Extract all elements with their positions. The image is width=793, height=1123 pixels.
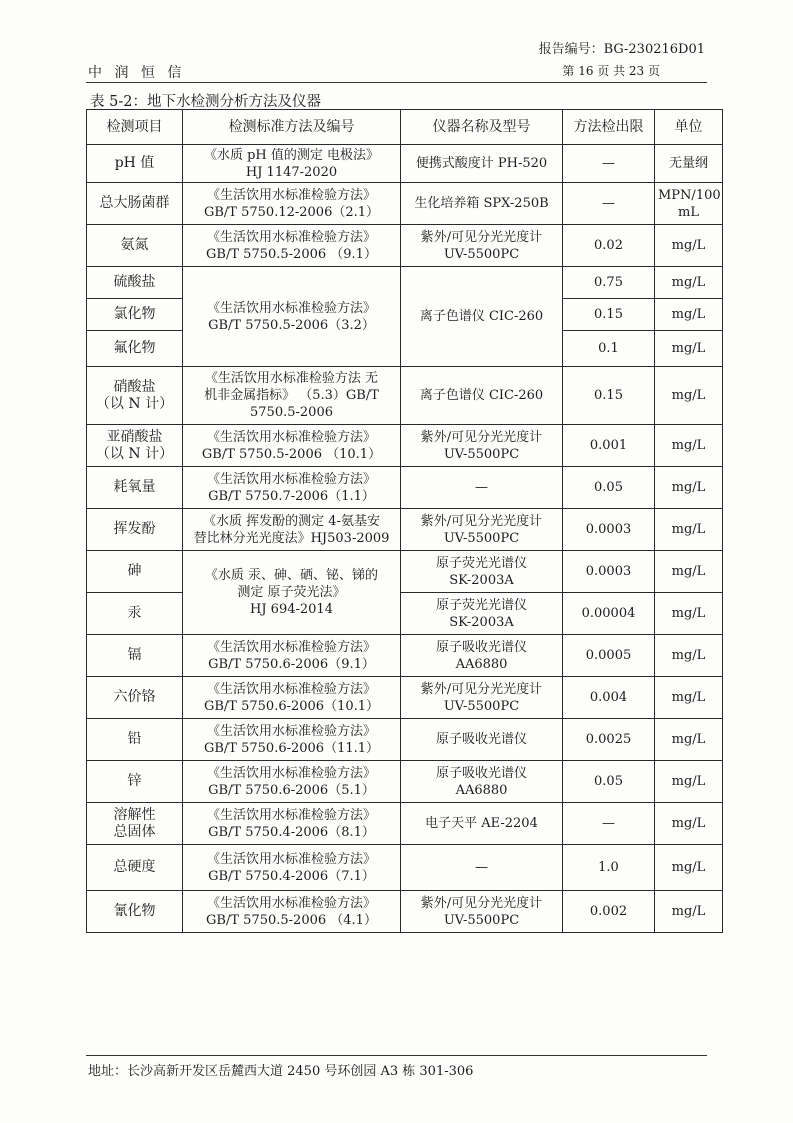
cell-line: 替比林分光光度法》HJ503-2009: [193, 530, 390, 546]
cell-line: —: [475, 480, 488, 495]
table-row: [87, 803, 723, 845]
report-number: 报告编号：BG-230216D01: [538, 42, 705, 57]
cell-line: 离子色谱仪 CIC-260: [419, 309, 544, 324]
cell-line: GB/T 5750.4-2006（8.1）: [208, 824, 375, 840]
col-header-unit: 单位: [655, 110, 723, 145]
table-caption: 表 5-2：地下水检测分析方法及仪器: [90, 94, 321, 110]
cell-line: 《生活饮用水标准检验方法》: [206, 229, 376, 245]
cell-detection-limit: 0.00004: [563, 593, 655, 635]
cell-line: —: [475, 860, 488, 875]
cell-item: 六价铬: [87, 677, 183, 719]
cell-line: mg/L: [671, 480, 706, 495]
cell-line: GB/T 5750.5-2006（3.2）: [208, 317, 375, 333]
cell-instrument: [401, 845, 563, 891]
cell-instrument: [401, 267, 563, 367]
cell-item: 铅: [87, 719, 183, 761]
table-row: [87, 677, 723, 719]
cell-line: mg/L: [671, 307, 706, 322]
cell-line: 生化培养箱 SPX-250B: [414, 196, 549, 211]
cell-standard: [183, 225, 401, 267]
cell-instrument: [401, 145, 563, 183]
cell-standard: [183, 891, 401, 933]
cell-line: GB/T 5750.6-2006（9.1）: [208, 656, 375, 672]
cell-item: 亚硝酸盐 （以 N 计）: [87, 425, 183, 467]
cell-item: 硫酸盐: [87, 267, 183, 299]
table-row: [87, 761, 723, 803]
cell-line: GB/T 5750.5-2006 （10.1）: [201, 446, 382, 462]
cell-detection-limit: 0.1: [563, 331, 655, 367]
cell-line: 原子吸收光谱仪: [435, 765, 527, 781]
cell-standard: [183, 719, 401, 761]
cell-instrument: [401, 367, 563, 425]
cell-line: mg/L: [671, 564, 706, 579]
cell-item: 汞: [87, 593, 183, 635]
cell-line: mg/L: [671, 438, 706, 453]
cell-instrument: [401, 551, 563, 593]
cell-line: 《生活饮用水标准检验方法》: [206, 765, 376, 781]
cell-standard: [183, 761, 401, 803]
cell-line: 《生活饮用水标准检验方法》: [206, 429, 376, 445]
table-row: [87, 719, 723, 761]
cell-line: mL: [678, 204, 699, 220]
cell-line: UV-5500PC: [443, 530, 520, 546]
cell-line: UV-5500PC: [443, 912, 520, 928]
cell-unit: [655, 719, 723, 761]
cell-instrument: [401, 635, 563, 677]
col-header-standard: 检测标准方法及编号: [183, 110, 401, 145]
footer-rule: [86, 1055, 707, 1056]
cell-detection-limit: 0.0025: [563, 719, 655, 761]
cell-detection-limit: 0.001: [563, 425, 655, 467]
cell-unit: [655, 467, 723, 509]
table-row: [87, 367, 723, 425]
cell-unit: [655, 891, 723, 933]
cell-line: AA6880: [455, 782, 508, 798]
cell-detection-limit: 0.0003: [563, 509, 655, 551]
cell-standard: [183, 509, 401, 551]
cell-standard: [183, 467, 401, 509]
table-row: [87, 593, 723, 635]
cell-item: 耗氧量: [87, 467, 183, 509]
cell-line: GB/T 5750.6-2006（5.1）: [208, 782, 375, 798]
cell-standard: [183, 183, 401, 225]
cell-item: 镉: [87, 635, 183, 677]
cell-item: 硝酸盐 （以 N 计）: [87, 367, 183, 425]
cell-unit: [655, 331, 723, 367]
cell-line: AA6880: [455, 656, 508, 672]
cell-unit: [655, 803, 723, 845]
cell-unit: [655, 225, 723, 267]
cell-item: 溶解性 总固体: [87, 803, 183, 845]
cell-instrument: [401, 183, 563, 225]
cell-line: 测定 原子荧光法》: [237, 585, 346, 600]
cell-detection-limit: 0.05: [563, 467, 655, 509]
cell-line: 紫外/可见分光光度计: [420, 229, 543, 245]
cell-line: mg/L: [671, 690, 706, 705]
cell-line: GB/T 5750.4-2006（7.1）: [208, 868, 375, 884]
table-row: [87, 225, 723, 267]
cell-instrument: [401, 225, 563, 267]
cell-detection-limit: —: [563, 803, 655, 845]
cell-standard: [183, 551, 401, 635]
cell-line: 《水质 挥发酚的测定 4-氨基安: [203, 513, 380, 529]
cell-item: pH 值: [87, 145, 183, 183]
cell-detection-limit: 0.05: [563, 761, 655, 803]
cell-line: GB/T 5750.6-2006（10.1）: [203, 698, 380, 714]
cell-line: 紫外/可见分光光度计: [420, 895, 543, 911]
table-row: [87, 551, 723, 593]
cell-line: 《生活饮用水标准检验方法》: [206, 300, 376, 316]
cell-line: 《生活饮用水标准检验方法》: [206, 723, 376, 739]
cell-line: 紫外/可见分光光度计: [420, 513, 543, 529]
cell-unit: [655, 299, 723, 331]
cell-detection-limit: —: [563, 145, 655, 183]
cell-item: 砷: [87, 551, 183, 593]
cell-line: 《生活饮用水标准检验方法》: [206, 471, 376, 487]
cell-item: 总大肠菌群: [87, 183, 183, 225]
table-row: [87, 267, 723, 299]
cell-line: mg/L: [671, 648, 706, 663]
cell-line: mg/L: [671, 388, 706, 403]
cell-line: 原子吸收光谱仪: [435, 639, 527, 655]
cell-line: 离子色谱仪 CIC-260: [419, 388, 544, 403]
cell-line: 机非金属指标》 （5.3）GB/T: [204, 388, 379, 403]
cell-line: mg/L: [671, 275, 706, 290]
cell-standard: [183, 145, 401, 183]
cell-unit: [655, 425, 723, 467]
table-row: [87, 183, 723, 225]
cell-standard: [183, 845, 401, 891]
cell-unit: [655, 761, 723, 803]
cell-standard: [183, 267, 401, 367]
cell-line: mg/L: [671, 816, 706, 831]
cell-line: GB/T 5750.7-2006（1.1）: [208, 488, 375, 504]
page-info: 第 16 页 共 23 页: [562, 64, 660, 78]
cell-line: 《生活饮用水标准检验方法》: [206, 851, 376, 867]
col-header-item: 检测项目: [87, 110, 183, 145]
cell-detection-limit: 0.0003: [563, 551, 655, 593]
cell-item: 锌: [87, 761, 183, 803]
cell-line: 原子荧光光谱仪: [435, 555, 527, 571]
cell-line: 《水质 pH 值的测定 电极法》: [203, 147, 380, 163]
cell-unit: [655, 183, 723, 225]
table-row: [87, 845, 723, 891]
cell-item: 氯化物: [87, 299, 183, 331]
cell-instrument: [401, 719, 563, 761]
table-row: [87, 467, 723, 509]
cell-line: mg/L: [671, 522, 706, 537]
table-header-row: [87, 110, 723, 145]
cell-line: UV-5500PC: [443, 446, 520, 462]
methods-table: [86, 109, 723, 933]
cell-line: 原子荧光光谱仪: [435, 597, 527, 613]
cell-unit: [655, 635, 723, 677]
cell-line: mg/L: [671, 904, 706, 919]
cell-line: 《生活饮用水标准检验方法》: [206, 681, 376, 697]
cell-item: 总硬度: [87, 845, 183, 891]
cell-line: 《生活饮用水标准检验方法》: [206, 187, 376, 203]
cell-instrument: [401, 425, 563, 467]
cell-instrument: [401, 593, 563, 635]
cell-line: 《生活饮用水标准检验方法 无: [204, 371, 379, 386]
cell-unit: [655, 677, 723, 719]
cell-item: 氰化物: [87, 891, 183, 933]
footer-address: 地址：长沙高新开发区岳麓西大道 2450 号环创园 A3 栋 301-306: [88, 1064, 474, 1079]
col-header-instrument: 仪器名称及型号: [401, 110, 563, 145]
cell-instrument: [401, 761, 563, 803]
cell-instrument: [401, 803, 563, 845]
cell-instrument: [401, 891, 563, 933]
cell-standard: [183, 677, 401, 719]
cell-unit: [655, 145, 723, 183]
cell-line: 《水质 汞、砷、硒、铋、锑的: [204, 568, 379, 583]
cell-detection-limit: 0.15: [563, 299, 655, 331]
company-name: 中 润 恒 信: [88, 65, 186, 81]
cell-line: MPN/100: [658, 187, 721, 203]
cell-line: GB/T 5750.12-2006（2.1）: [203, 204, 380, 220]
cell-detection-limit: 0.004: [563, 677, 655, 719]
cell-line: HJ 1147-2020: [245, 164, 338, 180]
table-body: [87, 145, 723, 933]
cell-line: UV-5500PC: [443, 246, 520, 262]
cell-detection-limit: 0.15: [563, 367, 655, 425]
cell-line: mg/L: [671, 606, 706, 621]
cell-item: 挥发酚: [87, 509, 183, 551]
cell-line: 《生活饮用水标准检验方法》: [206, 895, 376, 911]
cell-item: 氟化物: [87, 331, 183, 367]
cell-item: 氨氮: [87, 225, 183, 267]
cell-line: 电子天平 AE-2204: [425, 816, 538, 831]
cell-unit: [655, 593, 723, 635]
cell-line: 原子吸收光谱仪: [435, 732, 527, 747]
table-row: [87, 635, 723, 677]
cell-line: mg/L: [671, 774, 706, 789]
cell-unit: [655, 509, 723, 551]
cell-line: 《生活饮用水标准检验方法》: [206, 807, 376, 823]
cell-line: SK-2003A: [449, 614, 514, 630]
cell-line: SK-2003A: [449, 572, 514, 588]
cell-line: 《生活饮用水标准检验方法》: [206, 639, 376, 655]
cell-instrument: [401, 509, 563, 551]
cell-unit: [655, 551, 723, 593]
cell-line: 紫外/可见分光光度计: [420, 681, 543, 697]
cell-line: GB/T 5750.5-2006 （9.1）: [206, 246, 377, 262]
cell-standard: [183, 367, 401, 425]
cell-line: 紫外/可见分光光度计: [420, 429, 543, 445]
cell-standard: [183, 635, 401, 677]
cell-detection-limit: 0.75: [563, 267, 655, 299]
cell-line: mg/L: [671, 860, 706, 875]
header-rule: [86, 82, 707, 83]
cell-detection-limit: 0.02: [563, 225, 655, 267]
cell-standard: [183, 425, 401, 467]
cell-detection-limit: —: [563, 183, 655, 225]
cell-unit: [655, 267, 723, 299]
cell-unit: [655, 367, 723, 425]
cell-line: UV-5500PC: [443, 698, 520, 714]
cell-line: mg/L: [671, 732, 706, 747]
cell-standard: [183, 803, 401, 845]
table-row: [87, 891, 723, 933]
table-row: [87, 425, 723, 467]
cell-detection-limit: 1.0: [563, 845, 655, 891]
cell-line: 5750.5-2006: [250, 405, 333, 420]
cell-line: 便携式酸度计 PH-520: [415, 156, 548, 171]
cell-unit: [655, 845, 723, 891]
cell-instrument: [401, 677, 563, 719]
cell-line: GB/T 5750.5-2006 （4.1）: [206, 912, 377, 928]
cell-line: GB/T 5750.6-2006（11.1）: [203, 740, 380, 756]
cell-detection-limit: 0.002: [563, 891, 655, 933]
cell-line: 无量纲: [668, 156, 708, 171]
cell-line: HJ 694-2014: [250, 602, 333, 617]
cell-line: mg/L: [671, 238, 706, 253]
table-row: [87, 145, 723, 183]
table-row: [87, 509, 723, 551]
col-header-detection-limit: 方法检出限: [563, 110, 655, 145]
cell-line: mg/L: [671, 341, 706, 356]
cell-instrument: [401, 467, 563, 509]
cell-detection-limit: 0.0005: [563, 635, 655, 677]
